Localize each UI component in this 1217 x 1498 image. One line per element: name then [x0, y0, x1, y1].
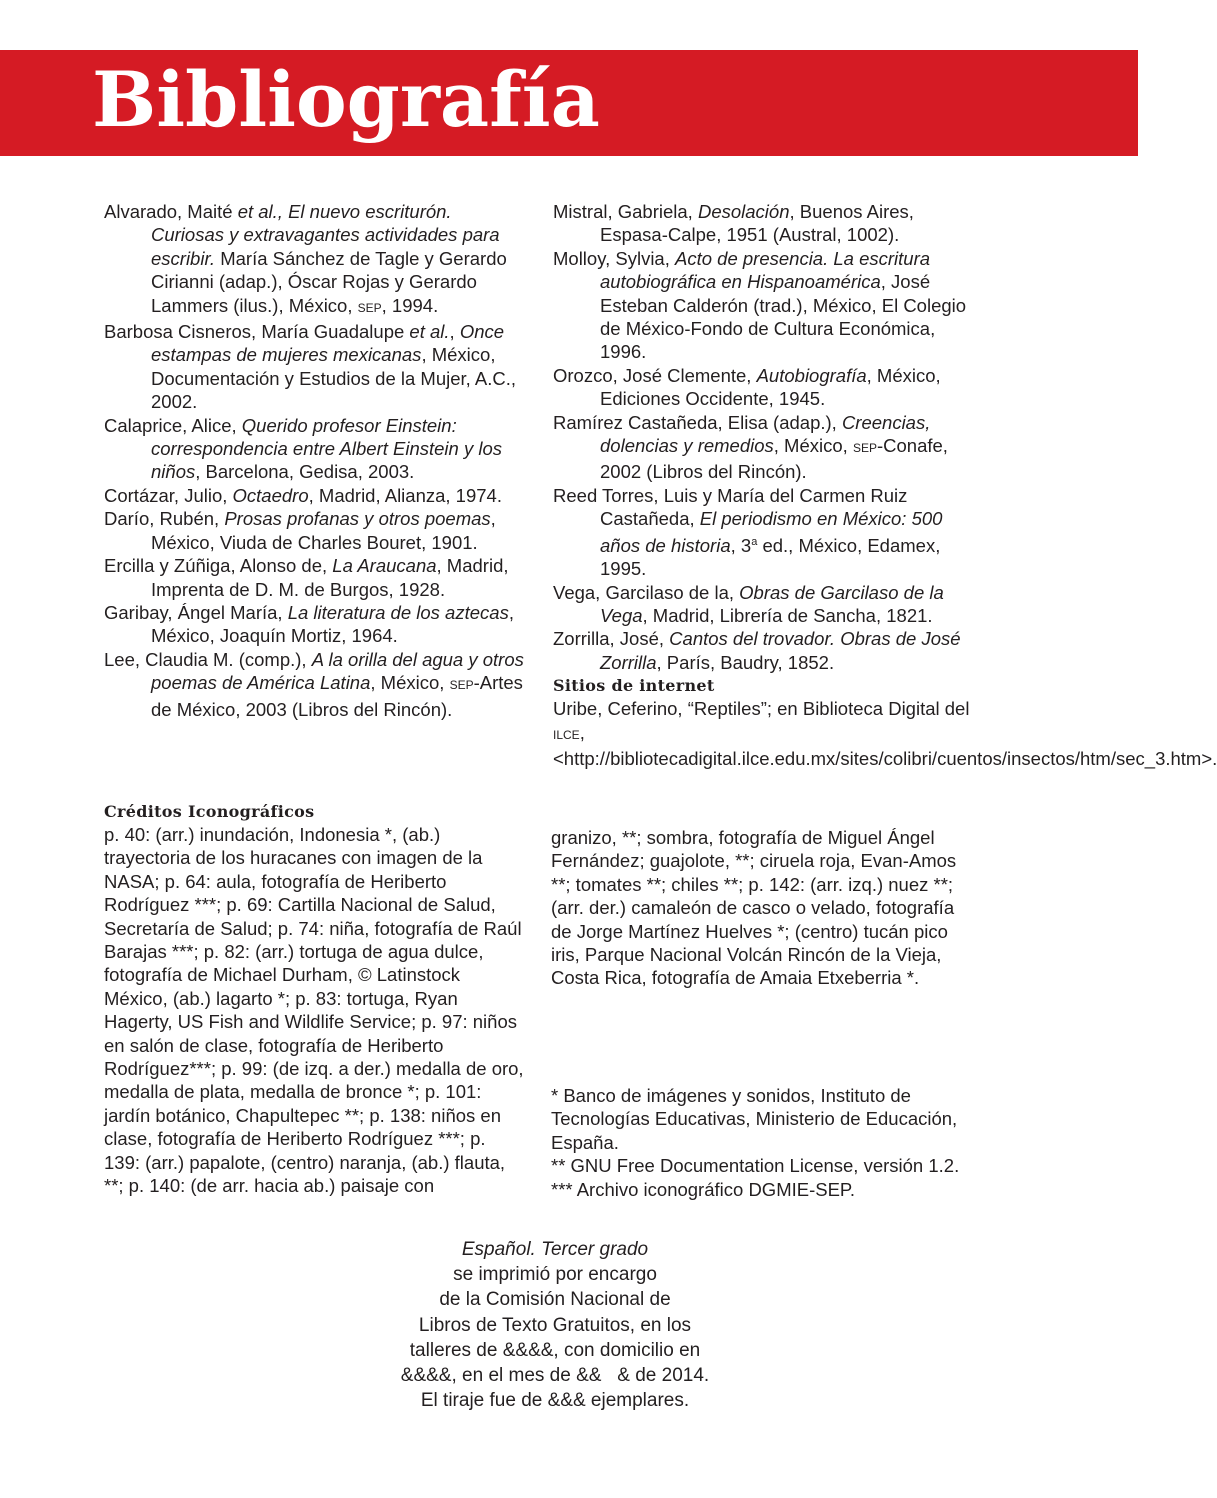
bib-entry-orozco: Orozco, José Clemente, Autobiografía, México, Ediciones Occidente, 1945. [553, 364, 941, 410]
bib-entry-mistral: Mistral, Gabriela, Desolación, Buenos Aires, Espasa-Calpe, 1951 (Austral, 1002). [553, 201, 914, 246]
bib-entry-ercilla: Ercilla y Zúñiga, Alonso de, La Araucana, Madrid, Imprenta de D. M. de Burgos, 1928. [104, 555, 509, 600]
colophon [380, 1237, 730, 1413]
bib-entry-calaprice: Calaprice, Alice, Querido profesor Einstein: correspondencia entre Albert Einstein y los niños, Barcelona, Gedisa, 2003. [104, 414, 503, 483]
credit-note: ** GNU Free Documentation License, versión 1.2. [551, 1155, 960, 1177]
colophon-line: se imprimió por encargo [453, 1264, 657, 1286]
bib-entry-cortazar: Cortázar, Julio, Octaedro, Madrid, Alianza, 1974. [104, 484, 502, 506]
bibliography-right-column [553, 200, 1217, 771]
bib-entry-ramirez: Ramírez Castañeda, Elisa (adap.), Creencias, dolencias y remedios, México, SEP-Conafe, 2002 (Libros del Rincón). [553, 411, 948, 483]
credits-text-left: p. 40: (arr.) inundación, Indonesia *, (ab.) trayectoria de los huracanes con imagen de la NASA; p. 64: aula, fotografía de Heriberto Rodríguez ***; p. 69: Cartilla Nacional de Salud, Secretaría de Salud; p. 74: niña, fotografía de Raúl Barajas ***; p. 82: (arr.) tortuga de agua dulce, fotografía de Michael Durham, © Latinstock México, (ab.) lagarto *; p. 83: tortuga, Ryan Hagerty, US Fish and Wildlife Service; p. 97: niños en salón de clase, fotografía de Heriberto Rodríguez***; p. 99: (de izq. a der.) medalla de oro, medalla de plata, medalla de bronce *; p. 101: jardín botánico, Chapultepec **; p. 138: niños en clase, fotografía de Heriberto Rodríguez ***; p. 139: (arr.) papalote, (centro) naranja, (ab.) flauta, **; p. 140: (de arr. hacia ab.) paisaje con [104, 824, 524, 1197]
bib-entry-barbosa: Barbosa Cisneros, María Guadalupe et al., Once estampas de mujeres mexicanas, México, Documentación y Estudios de la Mujer, A.C., 2002. [104, 321, 517, 413]
page-title: Bibliografía [92, 55, 600, 144]
bib-entry-molloy: Molloy, Sylvia, Acto de presencia. La escritura autobiográfica en Hispanoamérica, José Esteban Calderón (trad.), México, El Colegio de México-Fondo de Cultura Económica, 1996. [553, 247, 967, 363]
colophon-line: &&&&, en el mes de && & de 2014. [400, 1365, 710, 1387]
colophon-line: de la Comisión Nacional de [439, 1289, 671, 1311]
credits-text-right: granizo, **; sombra, fotografía de Miguel Ángel Fernández; guajolote, **; ciruela roja, Evan-Amos **; tomates **; chiles **; p. 142: (arr. izq.) nuez **; (arr. der.) camaleón de casco o velado, fotografía de Jorge Martínez Huelves *; (centro) tucán pico iris, Parque Nacional Volcán Rincón de la Vieja, Costa Rica, fotografía de Amaia Etxeberria *. [551, 827, 957, 989]
bib-entry-zorrilla: Zorrilla, José, Cantos del trovador. Obras de José Zorrilla, París, Baudry, 1852. [553, 628, 961, 673]
credit-note: * Banco de imágenes y sonidos, Instituto de Tecnologías Educativas, Ministerio de Educación, España. [551, 1085, 958, 1153]
bib-entry-dario: Darío, Rubén, Prosas profanas y otros poemas, México, Viuda de Charles Bouret, 1901. [104, 508, 496, 553]
colophon-line: El tiraje fue de &&& ejemplares. [420, 1390, 690, 1412]
credit-notes [551, 1084, 979, 1201]
bib-entry-garibay: Garibay, Ángel María, La literatura de los aztecas, México, Joaquín Mortiz, 1964. [104, 601, 514, 647]
colophon-line: Libros de Texto Gratuitos, en los [418, 1314, 692, 1336]
bibliography-left-column [104, 200, 524, 721]
credits-heading: Créditos Iconográficos [104, 802, 315, 821]
bib-entry-vega: Vega, Garcilaso de la, Obras de Garcilaso de la Vega, Madrid, Librería de Sancha, 1821. [553, 581, 944, 627]
bib-entry-reed: Reed Torres, Luis y María del Carmen Ruiz Castañeda, El periodismo en México: 500 años de historia, 3$^a$ ed., México, Edamex, 1995. [553, 484, 943, 580]
credits-right-column [551, 826, 979, 990]
bib-entry-lee: Lee, Claudia M. (comp.), A la orilla del agua y otros poemas de América Latina, México, SEP-Artes de México, 2003 (Libros del Rincón). [104, 648, 524, 720]
credits-left-column [104, 800, 524, 1198]
credit-note: *** Archivo iconográfico DGMIE-SEP. [551, 1178, 856, 1200]
internet-heading: Sitios de internet [553, 676, 715, 696]
colophon-line: talleres de &&&&, con domicilio en [409, 1339, 701, 1361]
colophon-title: Español. Tercer grado [461, 1239, 649, 1260]
internet-entry: Uribe, Ceferino, “Reptiles”; en Biblioteca Digital del ILCE, <http://bibliotecadigital.ilce.edu.mx/sites/colibri/cuentos/insectos/htm/sec_3.htm>. [553, 698, 1217, 770]
bib-entry-alvarado: Alvarado, Maité et al., El nuevo escriturón. Curiosas y extravagantes actividades para escribir. María Sánchez de Tagle y Gerardo Cirianni (adap.), Óscar Rojas y Gerardo Lammers (ilus.), México, SEP, 1994. [104, 201, 507, 316]
